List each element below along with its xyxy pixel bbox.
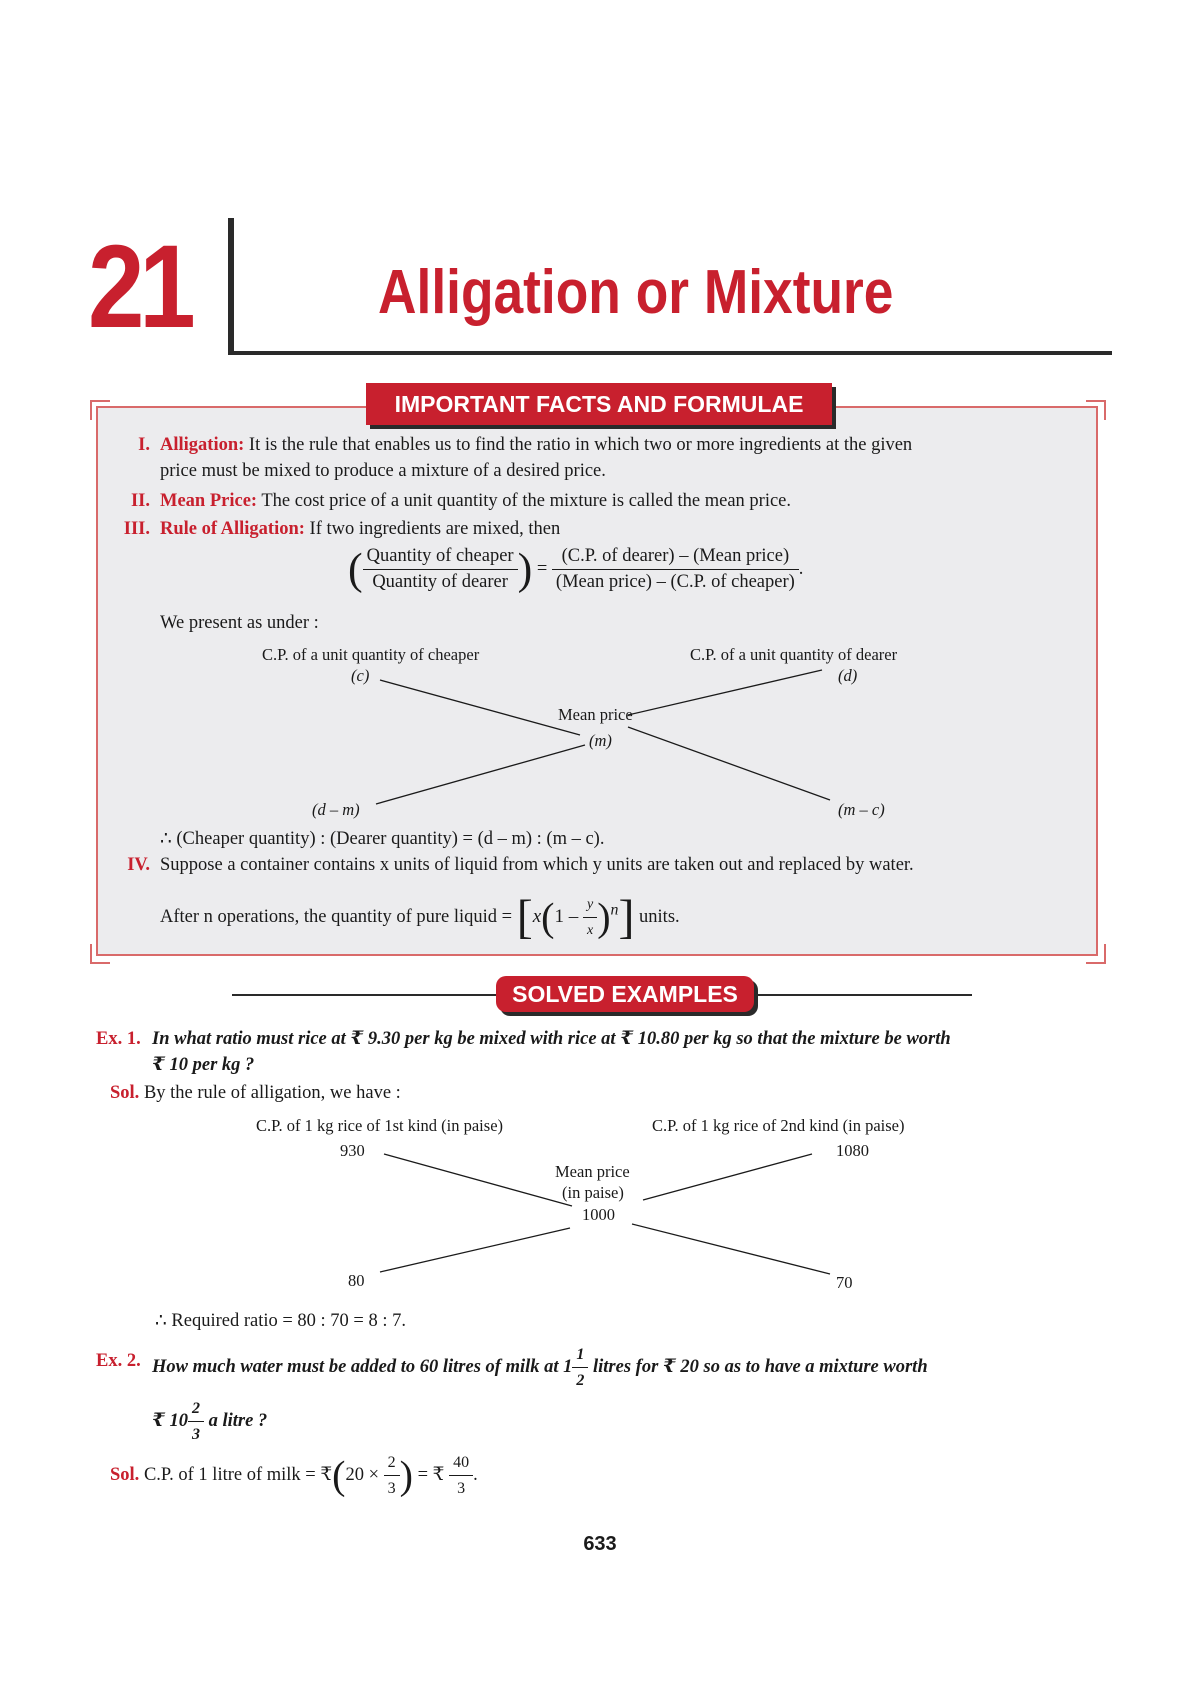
fact-replacement-formula: After n operations, the quantity of pure liquid = [x(1 – $\frac{y}{x}$ )$^n$] units. bbox=[160, 890, 680, 944]
example-label: Ex. 1. bbox=[96, 1029, 141, 1049]
ex2-solution: Sol. C.P. of 1 litre of milk = ₹(20 × $\frac{2}{3}$ ) = ₹ $\frac{40}{3}$ . bbox=[110, 1450, 478, 1501]
diagram-cheaper-symbol: (c) bbox=[351, 666, 370, 685]
diagram-line bbox=[380, 680, 580, 735]
ex1-right-diff: 70 bbox=[836, 1273, 853, 1292]
fact-alligation-line2: price must be mixed to produce a mixture of a desired price. bbox=[160, 461, 606, 481]
solution-text: Sol. By the rule of alligation, we have : bbox=[110, 1083, 401, 1103]
diagram-line bbox=[632, 1224, 830, 1274]
example-question: In what ratio must rice at ₹ 9.30 per kg be mixed with rice at ₹ 10.80 per kg so that the mixture be worth bbox=[152, 1029, 951, 1049]
example-question-line2: ₹ 10 per kg ? bbox=[152, 1055, 255, 1075]
example-question: How much water must be added to 60 litres of milk at 1 $\frac{1}{2}$ litres for ₹ 20 so as to have a mixture worth bbox=[152, 1342, 928, 1393]
diagram-mean-symbol: (m) bbox=[589, 731, 612, 750]
diagram-line bbox=[628, 670, 822, 715]
fact-alligation: Alligation: It is the rule that enables us to find the ratio in which two or more ingredients at the given bbox=[160, 435, 913, 455]
diagram-cheaper-label: C.P. of a unit quantity of cheaper bbox=[262, 645, 480, 664]
chapter-title: Alligation or Mixture bbox=[378, 258, 894, 327]
item-number: II. bbox=[130, 491, 150, 511]
diagram-dearer-label: C.P. of a unit quantity of dearer bbox=[690, 645, 898, 664]
diagram-line bbox=[376, 745, 585, 804]
example-question-line2: ₹ 10 $\frac{2}{3}$ a litre ? bbox=[152, 1396, 267, 1447]
ex1-mean-unit: (in paise) bbox=[562, 1183, 624, 1202]
diagram-left-bottom: (d – m) bbox=[312, 800, 360, 819]
ex1-mean-label: Mean price bbox=[555, 1162, 630, 1181]
ex1-left-diff: 80 bbox=[348, 1271, 365, 1290]
chapter-number: 21 bbox=[88, 221, 191, 353]
diagram-line bbox=[643, 1154, 812, 1200]
example-label: Ex. 2. bbox=[96, 1351, 141, 1371]
diagram-dearer-symbol: (d) bbox=[838, 666, 858, 685]
item-number: I. bbox=[138, 435, 150, 455]
fact-rule-of-alligation: Rule of Alligation: If two ingredients are mixed, then bbox=[160, 519, 561, 539]
ex1-mean-value: 1000 bbox=[582, 1205, 615, 1224]
diagram-line bbox=[380, 1228, 570, 1272]
ex1-first-kind-label: C.P. of 1 kg rice of 1st kind (in paise) bbox=[256, 1116, 504, 1135]
fact-mean-price: Mean Price: The cost price of a unit quantity of the mixture is called the mean price. bbox=[160, 491, 792, 511]
item-number: IV. bbox=[127, 855, 150, 875]
diagram-line bbox=[628, 727, 830, 800]
ex1-second-kind-label: C.P. of 1 kg rice of 2nd kind (in paise) bbox=[652, 1116, 905, 1135]
facts-heading: IMPORTANT FACTS AND FORMULAE bbox=[366, 383, 832, 425]
diagram-mean-label: Mean price bbox=[558, 705, 633, 724]
diagram-line bbox=[384, 1154, 572, 1206]
ex1-second-kind-value: 1080 bbox=[836, 1141, 869, 1160]
therefore-line: ∴ (Cheaper quantity) : (Dearer quantity) = (d – m) : (m – c). bbox=[160, 829, 605, 849]
page-number: 633 bbox=[583, 1533, 617, 1555]
present-text: We present as under : bbox=[160, 613, 319, 633]
ex1-first-kind-value: 930 bbox=[340, 1141, 365, 1160]
item-number: III. bbox=[123, 519, 150, 539]
ex1-ratio: ∴ Required ratio = 80 : 70 = 8 : 7. bbox=[155, 1311, 407, 1331]
diagram-right-bottom: (m – c) bbox=[838, 800, 885, 819]
fact-replacement: Suppose a container contains x units of liquid from which y units are taken out and replaced by water. bbox=[160, 855, 914, 875]
alligation-formula: ( $\frac{\text{Quantity of cheaper}}{\text{Quantity of dearer}}$ ) = $\frac{\text{(C.P. of dearer) – (Mean price)}}{\text{(Mean price) – (C.P. of cheaper)}}$ . bbox=[348, 544, 804, 594]
solved-heading: SOLVED EXAMPLES bbox=[496, 976, 754, 1012]
